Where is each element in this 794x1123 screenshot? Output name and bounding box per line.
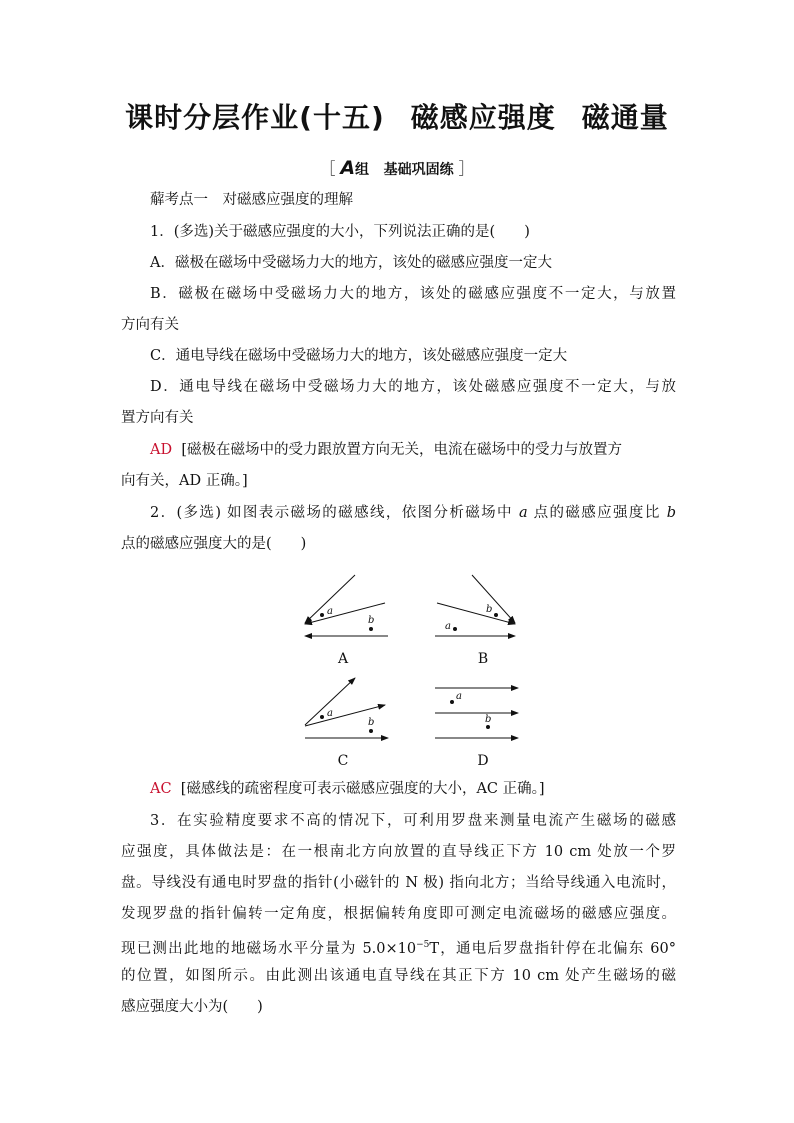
figure-b-label-b: b: [486, 604, 493, 615]
group-heading: [0, 156, 794, 179]
figure-c-point-b: [369, 729, 373, 733]
q2-stem-mid: 点的磁感应强度比: [527, 505, 667, 521]
q1-explain-line2: 向有关，AD 正确。]: [121, 473, 248, 489]
figure-a-label-a: a: [327, 606, 333, 617]
figure-d-label-b: b: [485, 714, 492, 725]
figure-a-label-b: b: [368, 615, 375, 626]
q1-option-a: A．磁极在磁场中受磁场力大的地方，该处的磁感应强度一定大: [150, 255, 552, 271]
q2-var-b: b: [666, 505, 676, 521]
figure-a-point-a: [320, 613, 324, 617]
q2-explain: [磁感线的疏密程度可表示磁感应强度的大小，AC 正确。]: [180, 781, 545, 797]
figure-d-point-b: [486, 725, 490, 729]
title-topic-1: 磁感应强度: [410, 101, 556, 134]
figure-d-field-lines: [435, 688, 518, 738]
q3-line1: 3．在实验精度要求不高的情况下，可利用罗盘来测量电流产生磁场的磁感: [150, 813, 676, 829]
bracket-close: ］: [458, 159, 475, 178]
figure-b-point-b: [494, 613, 498, 617]
figure-d-point-a: [450, 700, 454, 704]
q1-answer-line: [150, 440, 676, 460]
figure-caption-b: B: [477, 651, 489, 667]
section-heading: 薢考点一 对磁感应强度的理解: [150, 192, 353, 208]
q1-stem: 1．(多选)关于磁感应强度的大小，下列说法正确的是( ): [150, 224, 530, 240]
figure-b-label-a: a: [445, 621, 451, 632]
q2-answer-line: [150, 779, 676, 799]
figure-caption-d: D: [477, 753, 489, 769]
field-lines-figure: [290, 565, 530, 775]
figure-b-point-a: [453, 627, 457, 631]
page-title: [0, 96, 794, 136]
figure-c-label-b: b: [368, 717, 375, 728]
group-name: 基础巩固练: [383, 162, 454, 178]
q3-line5-exponent: −5: [416, 940, 430, 950]
bracket-open: ［: [319, 159, 336, 178]
q3-line7: 感应强度大小为( ): [121, 999, 263, 1015]
q2-stem-line1: [150, 503, 676, 523]
q3-line3: 盘。导线没有通电时罗盘的指针(小磁针的 N 极) 指向北方；当给导线通入电流时，: [121, 875, 676, 891]
q1-option-b-line2: 方向有关: [121, 317, 179, 333]
q2-stem-pre: 2．(多选) 如图表示磁场的磁感线，依图分析磁场中: [150, 505, 519, 521]
q3-line4: 发现罗盘的指针偏转一定角度，根据偏转角度即可测定电流磁场的磁感应强度。: [121, 906, 676, 922]
q3-line6: 的位置，如图所示。由此测出该通电直导线在其正下方 10 cm 处产生磁场的磁: [121, 968, 676, 984]
group-letter: A: [340, 157, 356, 179]
title-topic-2: 磁通量: [581, 101, 669, 134]
figure-c-field-lines: [305, 678, 388, 738]
figure-d-label-a: a: [456, 691, 462, 702]
q1-option-b-line1: B．磁极在磁场中受磁场力大的地方，该处的磁感应强度不一定大，与放置: [150, 286, 676, 302]
q3-line2: 应强度，具体做法是：在一根南北方向放置的直导线正下方 10 cm 处放一个罗: [121, 844, 676, 860]
figure-caption-a: A: [337, 651, 349, 667]
q3-line5-pre: 现已测出此地的地磁场水平分量为 5.0×10: [121, 941, 417, 957]
figure-a-point-b: [369, 627, 373, 631]
q2-answer: AC: [150, 781, 172, 797]
figure-c-point-a: [320, 715, 324, 719]
q1-option-d-line2: 置方向有关: [121, 410, 194, 426]
q1-answer: AD: [150, 442, 173, 458]
q1-option-c: C．通电导线在磁场中受磁场力大的地方，该处磁感应强度一定大: [150, 348, 568, 364]
title-main: 课时分层作业(十五): [125, 101, 385, 134]
q1-explain-line1: [磁极在磁场中的受力跟放置方向无关，电流在磁场中的受力与放置方: [181, 442, 622, 458]
figure-c-label-a: a: [327, 708, 333, 719]
q1-option-d-line1: D．通电导线在磁场中受磁场力大的地方，该处磁感应强度不一定大，与放: [150, 379, 676, 395]
group-zu: 组: [355, 162, 370, 178]
figure-caption-c: C: [337, 753, 349, 769]
q2-stem-line2: 点的磁感应强度大的是( ): [121, 536, 307, 552]
q3-line5: [121, 935, 676, 959]
q3-line5-post: T，通电后罗盘指针停在北偏东 60°: [429, 941, 676, 957]
q2-var-a: a: [518, 505, 528, 521]
figure-a-field-lines: [305, 575, 388, 636]
